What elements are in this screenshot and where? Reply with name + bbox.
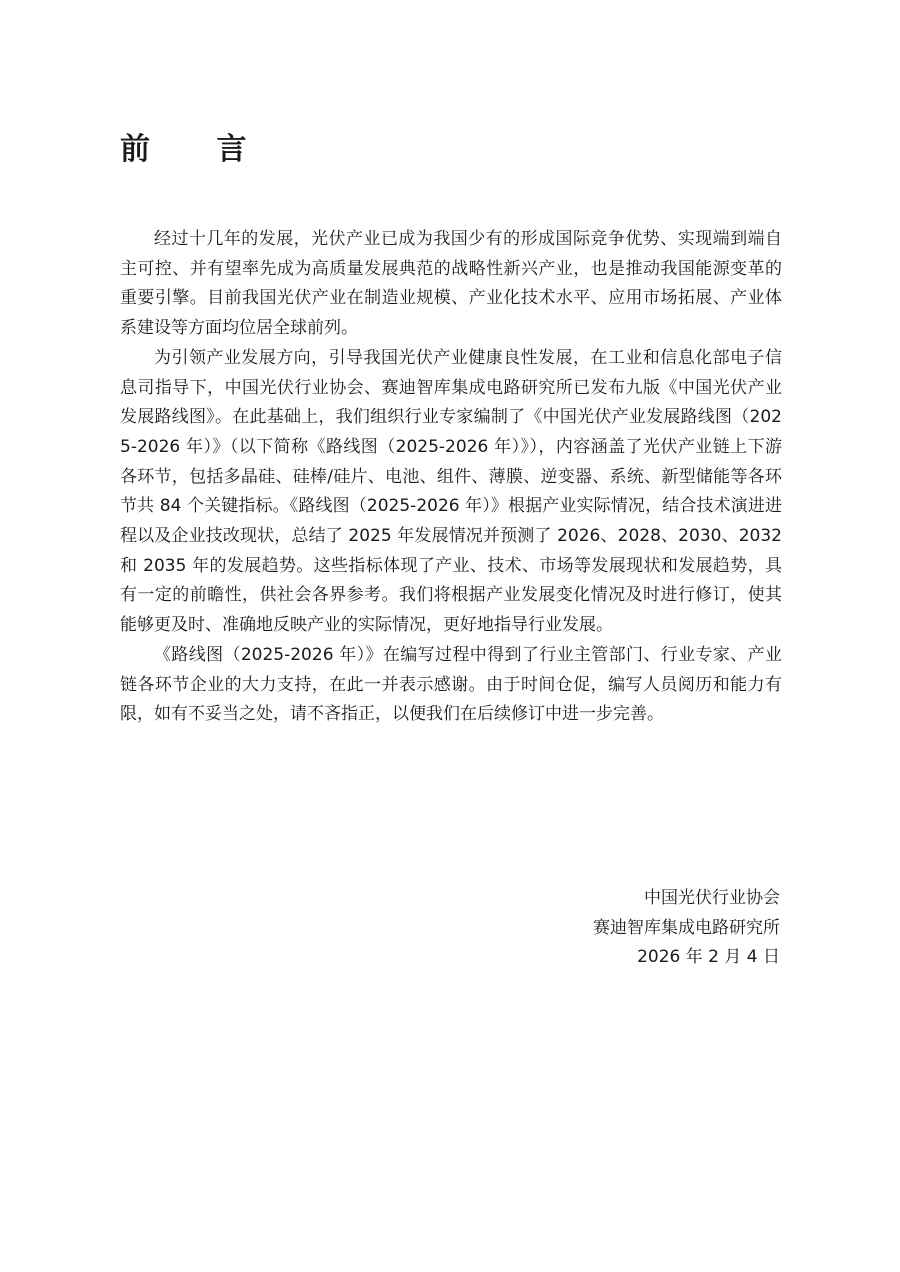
page-title: 前 言 — [120, 132, 275, 167]
signature-org-2: 赛迪智库集成电路研究所 — [593, 917, 780, 938]
paragraph-3: 《路线图（2025-2026 年）》在编写过程中得到了行业主管部门、行业专家、产业链各环节企业的大力支持，在此一并表示感谢。由于时间仓促，编写人员阅历和能力有限，如有不妥当之处，请不吝指正，以便我们在后续修订中进一步完善。 — [120, 644, 782, 725]
signature-date: 2026 年 2 月 4 日 — [637, 947, 780, 968]
preface-body — [120, 225, 782, 730]
paragraph-2: 为引领产业发展方向，引导我国光伏产业健康良性发展，在工业和信息化部电子信息司指导下，中国光伏行业协会、赛迪智库集成电路研究所已发布九版《中国光伏产业发展路线图》。在此基础上，我们组织行业专家编制了《中国光伏产业发展路线图（2025-2026 年）》（以下简称《路线图（2025-2026 年）》），内容涵盖了光伏产业链上下游各环节，包括多晶硅、硅棒/硅片、电池、组件、薄膜、逆变器、系统、新型储能等各环节共 84 个关键指标。《路线图（2025-2026 年）》根据产业实际情况，结合技术演进进程以及企业技改现状，总结了 2025 年发展情况并预测了 2026、2028、2030、2032 和 2035 年的发展趋势。这些指标体现了产业、技术、市场等发展现状和发展趋势，具有一定的前瞻性，供社会各界参考。我们将根据产业发展变化情况及时进行修订，使其能够更及时、准确地反映产业的实际情况，更好地指导行业发展。 — [120, 347, 782, 636]
paragraph-1: 经过十几年的发展，光伏产业已成为我国少有的形成国际竞争优势、实现端到端自主可控、并有望率先成为高质量发展典范的战略性新兴产业，也是推动我国能源变革的重要引擎。目前我国光伏产业在制造业规模、产业化技术水平、应用市场拓展、产业体系建设等方面均位居全球前列。 — [120, 229, 782, 339]
signature-block — [593, 884, 780, 973]
signature-org-1: 中国光伏行业协会 — [644, 888, 780, 908]
